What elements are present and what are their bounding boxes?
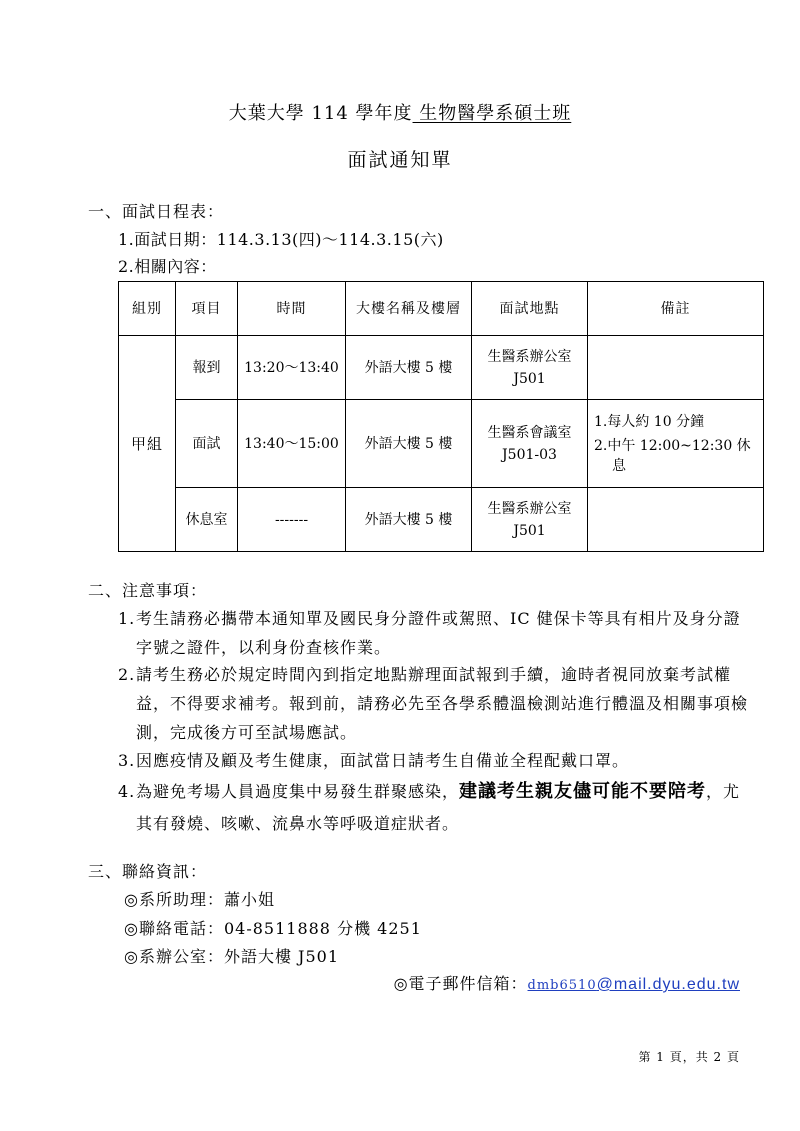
notice-number: 3. [118, 751, 136, 770]
header-time: 時間 [238, 282, 346, 336]
location-line2: J501 [513, 370, 546, 387]
contact-office: ◎系辦公室：外語大樓 J501 [124, 947, 340, 966]
table-header-row [119, 282, 764, 336]
title-prefix: 大葉大學 114 學年度 [228, 103, 413, 124]
notice-item-2 [118, 660, 748, 747]
related-content-label: 2.相關內容： [118, 257, 217, 276]
table-row [119, 488, 764, 552]
notes-cell [588, 488, 764, 552]
notice-text: 請考生務必於規定時間內到指定地點辦理面試報到手續，逾時者視同放棄考試權益，不得要求補考。報到前，請務必先至各學系體溫檢測站進行體溫及相關事項檢測，完成後方可至試場應試。 [136, 665, 749, 742]
header-item: 項目 [176, 282, 238, 336]
contact-assistant: ◎系所助理：蕭小姐 [124, 890, 275, 909]
location-line1: 生醫系辦公室 [487, 500, 572, 517]
header-location: 面試地點 [472, 282, 588, 336]
notes-cell [588, 336, 764, 400]
email-link[interactable] [528, 974, 740, 993]
note-item: 2.中午 12:00~12:30 休息 [594, 437, 751, 474]
location-cell [472, 336, 588, 400]
page-footer: 第 1 頁，共 2 頁 [638, 1050, 740, 1064]
section1-heading: 一、面試日程表： [88, 202, 225, 221]
notice-item-3 [118, 746, 748, 775]
note-item: 1.每人約 10 分鐘 [594, 413, 705, 430]
header-notes: 備註 [588, 282, 764, 336]
item-cell: 休息室 [176, 488, 238, 552]
time-cell: 13:40～15:00 [238, 400, 346, 488]
location-line2: J501 [513, 522, 546, 539]
interview-date: 1.面試日期：114.3.13(四)～114.3.15(六) [118, 230, 444, 249]
location-cell [472, 488, 588, 552]
notice-text-before: 為避免考場人員過度集中易發生群聚感染， [136, 782, 460, 801]
location-line1: 生醫系會議室 [487, 424, 572, 441]
building-cell: 外語大樓 5 樓 [346, 336, 472, 400]
location-line2: J501-03 [502, 446, 557, 463]
notice-item-4 [118, 776, 748, 840]
document-subtitle: 面試通知單 [347, 149, 453, 171]
group-cell: 甲組 [119, 336, 176, 552]
notice-item-1 [118, 604, 748, 662]
notice-text [118, 776, 748, 840]
location-cell [472, 400, 588, 488]
notice-text-after: ，尤其有發燒、咳嗽、流鼻水等呼吸道症狀者。 [136, 782, 741, 833]
notice-number: 1. [118, 609, 136, 628]
time-cell: 13:20～13:40 [238, 336, 346, 400]
header-building: 大樓名稱及樓層 [346, 282, 472, 336]
notice-text: 考生請務必攜帶本通知單及國民身分證件或駕照、IC 健保卡等具有相片及身分證字號之證件，以利身份查核作業。 [136, 609, 741, 657]
building-cell: 外語大樓 5 樓 [346, 400, 472, 488]
notice-number: 2. [118, 665, 136, 684]
time-cell: ------- [238, 488, 346, 552]
contact-email [394, 973, 740, 997]
notice-text-emphasis: 建議考生親友儘可能不要陪考 [459, 781, 707, 802]
notice-text: 因應疫情及顧及考生健康，面試當日請考生自備並全程配戴口罩。 [136, 751, 630, 770]
email-user: dmb6510 [527, 978, 597, 993]
table-row [119, 336, 764, 400]
contact-phone: ◎聯絡電話：04-8511888 分機 4251 [124, 919, 422, 938]
notice-number: 4. [118, 782, 136, 801]
building-cell: 外語大樓 5 樓 [346, 488, 472, 552]
notes-cell [588, 400, 764, 488]
email-label: ◎電子郵件信箱： [393, 974, 528, 993]
header-group: 組別 [119, 282, 176, 336]
table-row [119, 400, 764, 488]
schedule-table [118, 281, 764, 552]
location-line1: 生醫系辦公室 [487, 348, 572, 365]
section3-heading: 三、聯絡資訊： [88, 862, 208, 881]
item-cell: 報到 [176, 336, 238, 400]
email-domain: @mail.dyu.edu.tw [596, 976, 740, 993]
section2-heading: 二、注意事項： [88, 581, 208, 600]
title-department: 生物醫學系碩士班 [412, 103, 572, 124]
item-cell: 面試 [176, 400, 238, 488]
document-title [0, 101, 800, 127]
